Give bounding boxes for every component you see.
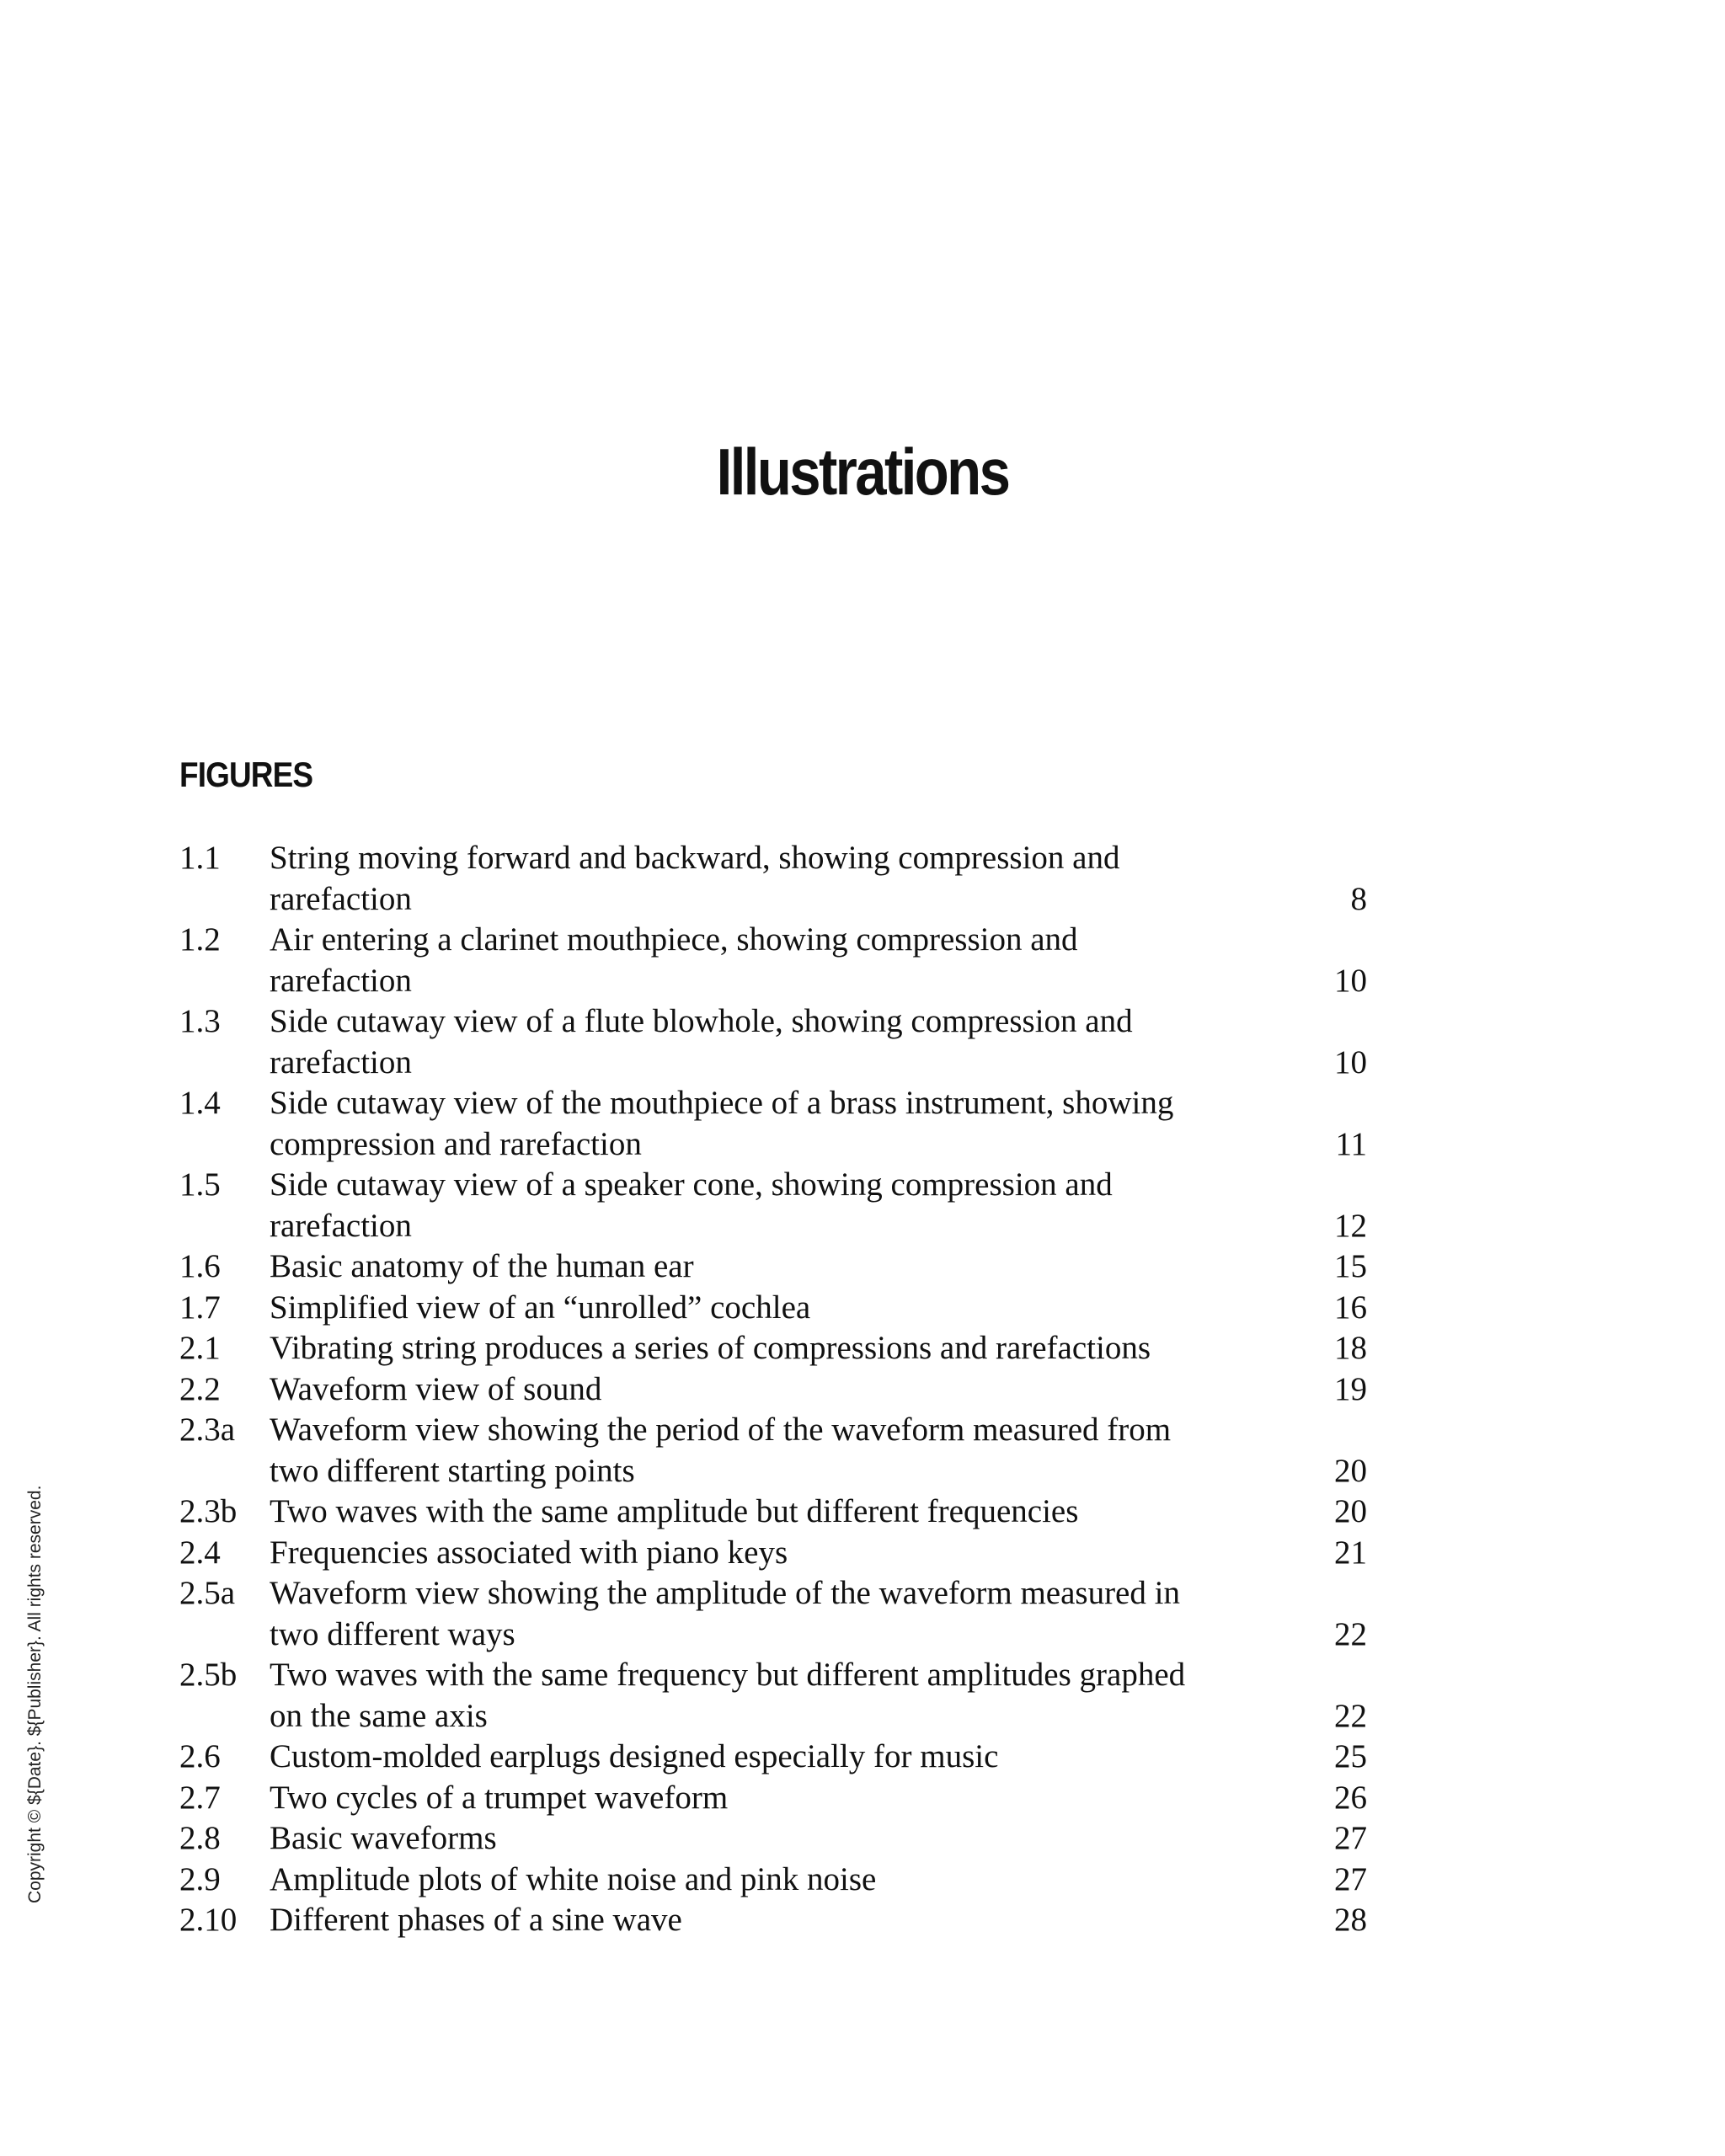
figure-page: 22 (1334, 1697, 1367, 1734)
figure-number: 1.2 (179, 921, 221, 958)
figure-caption: Waveform view showing the amplitude of the waveform measured in two different ways (270, 1575, 1180, 1652)
figure-entry (179, 1165, 1367, 1246)
figure-page: 26 (1334, 1779, 1367, 1816)
figure-entry (179, 1533, 1367, 1574)
figure-caption: Basic waveforms (270, 1820, 497, 1856)
figure-number: 1.7 (179, 1289, 221, 1326)
figure-page: 20 (1334, 1493, 1367, 1529)
figure-number: 2.6 (179, 1738, 221, 1774)
figure-number: 2.8 (179, 1820, 221, 1856)
figure-page: 12 (1334, 1207, 1367, 1244)
figure-caption: Air entering a clarinet mouthpiece, showing compression and rarefaction (270, 921, 1078, 999)
figure-entry (179, 1818, 1367, 1860)
page-title: Illustrations (716, 435, 1009, 509)
figure-caption: Basic anatomy of the human ear (270, 1248, 694, 1284)
section-heading: FIGURES (179, 755, 313, 794)
figure-entry (179, 1001, 1367, 1083)
figure-caption: Waveform view of sound (270, 1370, 602, 1407)
figure-entry (179, 1737, 1367, 1778)
figure-number: 1.1 (179, 840, 221, 876)
figure-entry (179, 1369, 1367, 1411)
title-block (0, 434, 1725, 510)
figure-caption: Custom-molded earplugs designed especially for music (270, 1738, 999, 1774)
figure-caption: Waveform view showing the period of the waveform measured from two different starting points (270, 1412, 1172, 1489)
figure-number: 2.1 (179, 1330, 221, 1366)
figure-list (179, 838, 1367, 1941)
figure-page: 22 (1334, 1615, 1367, 1652)
figure-entry (179, 1328, 1367, 1369)
figure-page: 21 (1334, 1534, 1367, 1571)
figure-caption: Side cutaway view of a flute blowhole, showing compression and rarefaction (270, 1003, 1133, 1081)
figure-entry (179, 1083, 1367, 1165)
figure-number: 1.3 (179, 1003, 221, 1039)
figure-entry (179, 920, 1367, 1001)
figure-page: 8 (1350, 880, 1367, 917)
figure-number: 2.7 (179, 1779, 221, 1816)
figure-page: 11 (1335, 1125, 1367, 1162)
figure-entry (179, 1900, 1367, 1941)
figure-number: 1.6 (179, 1248, 221, 1284)
figure-entry (179, 1288, 1367, 1329)
figure-number: 2.10 (179, 1902, 238, 1938)
figure-entry (179, 1492, 1367, 1533)
figure-page: 27 (1334, 1860, 1367, 1897)
figure-entry (179, 1246, 1367, 1288)
figure-caption: Frequencies associated with piano keys (270, 1534, 788, 1571)
figure-number: 2.3a (179, 1412, 236, 1448)
figure-caption: Two cycles of a trumpet waveform (270, 1779, 729, 1816)
figure-page: 10 (1334, 962, 1367, 999)
figure-number: 2.9 (179, 1860, 221, 1897)
figure-entry (179, 1655, 1367, 1737)
figure-caption: Side cutaway view of a speaker cone, showing compression and rarefaction (270, 1166, 1113, 1244)
figure-caption: Side cutaway view of the mouthpiece of a brass instrument, showing compression and rarefaction (270, 1085, 1174, 1162)
figure-page: 15 (1334, 1248, 1367, 1284)
figure-page: 10 (1334, 1043, 1367, 1081)
figure-number: 1.4 (179, 1085, 221, 1121)
figure-entry (179, 1860, 1367, 1901)
figure-caption: String moving forward and backward, showing compression and rarefaction (270, 840, 1120, 917)
figure-caption: Amplitude plots of white noise and pink noise (270, 1860, 877, 1897)
figure-number: 2.4 (179, 1534, 221, 1571)
figure-number: 2.5b (179, 1657, 238, 1693)
figure-entry (179, 838, 1367, 920)
figure-number: 2.2 (179, 1370, 221, 1407)
figure-caption: Simplified view of an “unrolled” cochlea (270, 1289, 811, 1326)
figure-caption: Two waves with the same frequency but different amplitudes graphed on the same axis (270, 1657, 1186, 1734)
figure-page: 20 (1334, 1452, 1367, 1489)
figure-caption: Two waves with the same amplitude but different frequencies (270, 1493, 1079, 1529)
figure-page: 18 (1334, 1330, 1367, 1366)
copyright-notice: Copyright © ${Date}. ${Publisher}. All rights reserved. (25, 1485, 45, 1903)
figure-page: 28 (1334, 1902, 1367, 1938)
figure-entry (179, 1410, 1367, 1492)
figure-page: 27 (1334, 1820, 1367, 1856)
figure-caption: Different phases of a sine wave (270, 1902, 682, 1938)
figure-number: 2.3b (179, 1493, 238, 1529)
figure-number: 1.5 (179, 1166, 221, 1203)
figure-entry (179, 1778, 1367, 1819)
figure-entry (179, 1573, 1367, 1655)
figure-number: 2.5a (179, 1575, 236, 1611)
figure-page: 16 (1334, 1289, 1367, 1326)
figure-caption: Vibrating string produces a series of compressions and rarefactions (270, 1330, 1151, 1366)
figure-page: 19 (1334, 1370, 1367, 1407)
figure-page: 25 (1334, 1738, 1367, 1774)
